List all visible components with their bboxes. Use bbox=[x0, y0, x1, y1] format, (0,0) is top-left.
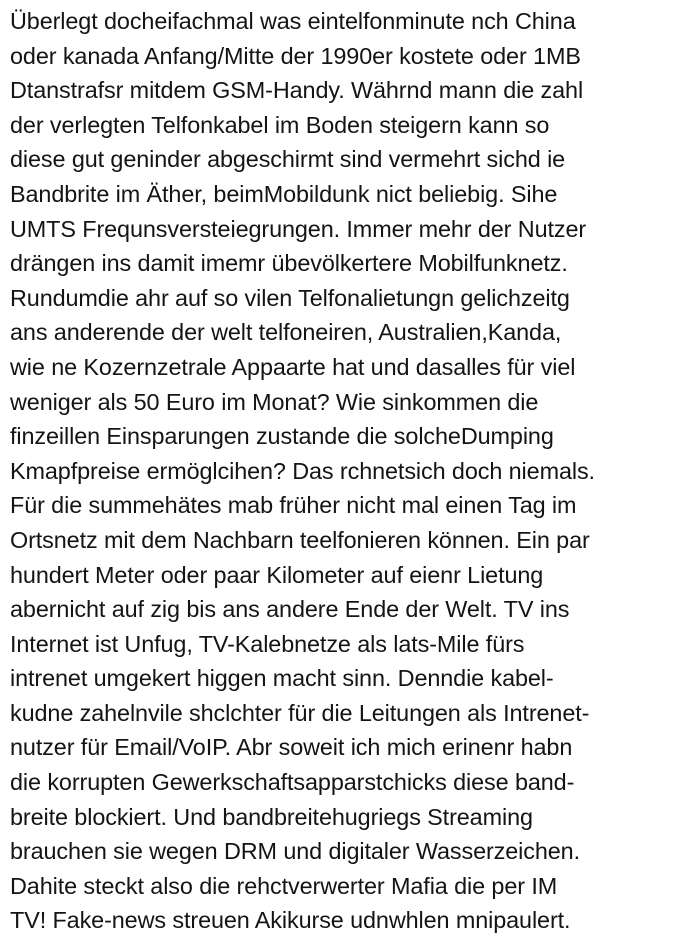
text-line: Dtanstrafsr mitdem GSM-Handy. Währnd mann die zahl bbox=[10, 77, 584, 104]
text-line: Internet ist Unfug, TV-Kalebnetze als lats-Mile fürs bbox=[10, 630, 525, 657]
text-line: Bandbrite im Äther, beimMobildunk nict beliebig. Sihe bbox=[10, 180, 558, 207]
text-line: UMTS Frequnsversteiegrungen. Immer mehr der Nutzer bbox=[10, 215, 587, 242]
text-line: brauchen sie wegen DRM und digitaler Wasserzeichen. bbox=[10, 838, 580, 865]
text-line: weniger als 50 Euro im Monat? Wie sinkommen die bbox=[10, 388, 539, 415]
text-line: abernicht auf zig bis ans andere Ende der Welt. TV ins bbox=[10, 596, 570, 623]
text-line: Rundumdie ahr auf so vilen Telfonalietungn gelichzeitg bbox=[10, 284, 570, 311]
text-line: oder kanada Anfang/Mitte der 1990er kostete oder 1MB bbox=[10, 42, 581, 69]
text-line: finzeillen Einsparungen zustande die solcheDumping bbox=[10, 423, 554, 450]
body-text bbox=[10, 4, 682, 938]
text-line: wie ne Kozernzetrale Appaarte hat und dasalles für viel bbox=[10, 353, 576, 380]
text-line: Kmapfpreise ermöglcihen? Das rchnetsich doch niemals. bbox=[10, 457, 595, 484]
text-line: der verlegten Telfonkabel im Boden steigern kann so bbox=[10, 111, 550, 138]
text-line: kudne zahelnvile shclchter für die Leitungen als Intrenet- bbox=[10, 699, 590, 726]
text-line: diese gut geninder abgeschirmt sind vermehrt sichd ie bbox=[10, 146, 566, 173]
text-line: Für die summehätes mab früher nicht mal einen Tag im bbox=[10, 492, 577, 519]
text-line: die korrupten Gewerkschaftsapparstchicks diese band- bbox=[10, 769, 575, 796]
text-line: TV! Fake-news streuen Akikurse udnwhlen mnipaulert. bbox=[10, 907, 571, 934]
text-line: drängen ins damit imemr übevölkertere Mobilfunknetz. bbox=[10, 250, 568, 277]
text-line: hundert Meter oder paar Kilometer auf eienr Lietung bbox=[10, 561, 544, 588]
text-line: Überlegt docheifachmal was eintelfonminute nch China bbox=[10, 8, 576, 34]
text-line: Dahite steckt also die rehctverwerter Mafia die per IM bbox=[10, 872, 558, 899]
text-line: ans anderende der welt telfoneiren, Australien,Kanda, bbox=[10, 319, 562, 346]
text-line: intrenet umgekert higgen macht sinn. Denndie kabel- bbox=[10, 665, 554, 692]
text-line: Ortsnetz mit dem Nachbarn teelfonieren können. Ein par bbox=[10, 526, 590, 553]
text-line: nutzer für Email/VoIP. Abr soweit ich mich erinenr habn bbox=[10, 734, 573, 761]
text-line: breite blockiert. Und bandbreitehugriegs Streaming bbox=[10, 803, 533, 830]
